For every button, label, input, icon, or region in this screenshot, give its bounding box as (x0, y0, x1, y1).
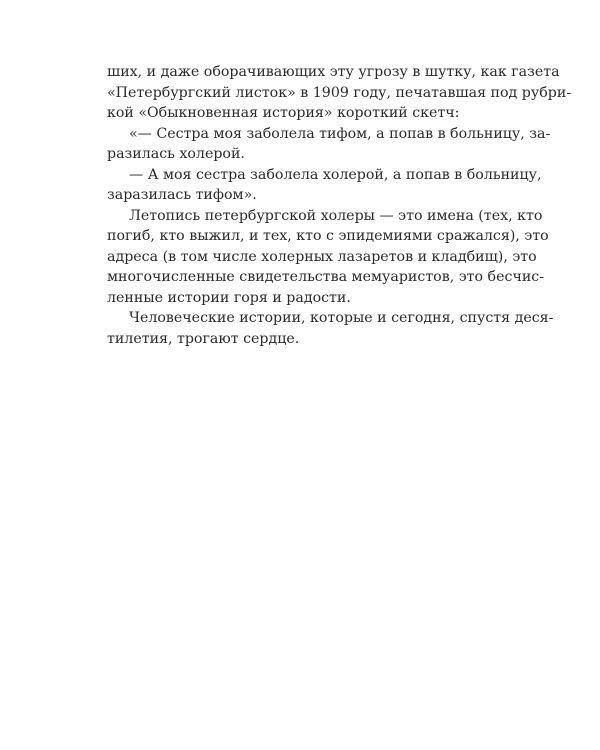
text-line: «Петербургский листок» в 1909 году, печатавшая под рубри- (107, 84, 572, 101)
paragraph (107, 308, 554, 349)
text-line: адреса (в том числе холерных лазаретов и кладбищ), это (107, 248, 537, 265)
text-line: заразилась тифом». (107, 187, 257, 203)
text-line: многочисленные свидетельства мемуаристов, это бесчис- (107, 269, 545, 285)
text-line: кой «Обыкновенная история» короткий скетч: (107, 105, 460, 121)
paragraph (107, 206, 549, 309)
text-line: ших, и даже оборачивающих эту угрозу в шутку, как газета (107, 64, 560, 80)
text-line: — А моя сестра заболела холерой, а попав в больницу, (129, 166, 542, 183)
body-text (107, 62, 572, 349)
text-line: погиб, кто выжил, и тех, кто с эпидемиями сражался), это (107, 228, 549, 244)
text-line: Человеческие истории, которые и сегодня, спустя деся- (129, 310, 554, 326)
paragraph (107, 124, 551, 165)
text-line: Летопись петербургской холеры — это имена (тех, кто (129, 207, 543, 224)
text-line: разилась холерой. (107, 146, 245, 162)
text-line: тилетия, трогают сердце. (107, 330, 300, 347)
paragraph (107, 62, 572, 124)
text-line: ленные истории горя и радости. (107, 289, 351, 306)
text-line: «— Сестра моя заболела тифом, а попав в больницу, за- (129, 125, 551, 142)
paragraph (107, 165, 542, 206)
